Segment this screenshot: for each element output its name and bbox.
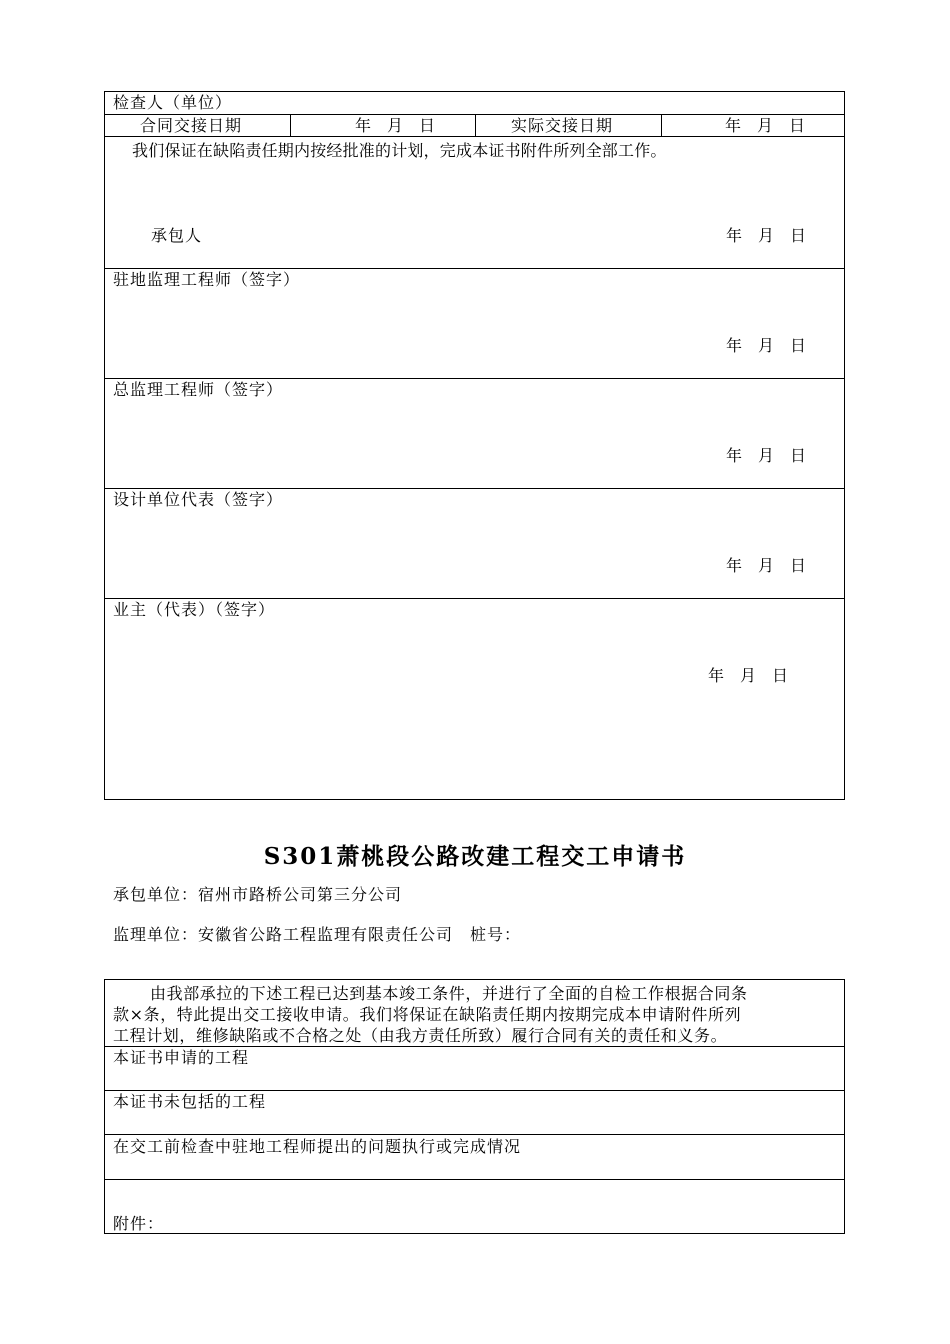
guarantee-text: 我们保证在缺陷责任期内按经批准的计划，完成本证书附件所列全部工作。	[132, 141, 667, 160]
row-divider	[105, 1134, 844, 1135]
applied-works-label: 本证书申请的工程	[113, 1048, 250, 1067]
row-divider	[105, 378, 844, 379]
col-divider	[661, 114, 662, 136]
contractor-date: 年 月 日	[726, 226, 807, 245]
row-divider	[105, 268, 844, 269]
contract-date-value: 年 月 日	[355, 116, 436, 135]
resident-engineer-date: 年 月 日	[726, 336, 807, 355]
contract-date-label: 合同交接日期	[140, 116, 243, 135]
actual-date-label: 实际交接日期	[511, 116, 614, 135]
intro-line-2: 款×条，特此提出交工接收申请。我们将保证在缺陷责任期内按期完成本申请附件所列	[113, 1005, 742, 1024]
row-divider	[105, 598, 844, 599]
resident-engineer-label: 驻地监理工程师（签字）	[113, 270, 301, 289]
contractor-unit-line: 承包单位：宿州市路桥公司第三分公司	[113, 885, 403, 904]
issues-label: 在交工前检查中驻地工程师提出的问题执行或完成情况	[113, 1137, 522, 1156]
col-divider	[290, 114, 291, 136]
intro-line-1: 由我部承拉的下述工程已达到基本竣工条件，并进行了全面的自检工作根据合同条	[150, 984, 748, 1003]
row-divider	[105, 488, 844, 489]
chief-engineer-label: 总监理工程师（签字）	[113, 380, 284, 399]
design-rep-date: 年 月 日	[726, 556, 807, 575]
contractor-label: 承包人	[151, 226, 203, 245]
chief-engineer-date: 年 月 日	[726, 446, 807, 465]
intro-line-3: 工程计划，维修缺陷或不合格之处（由我方责任所致）履行合同有关的责任和义务。	[113, 1026, 728, 1045]
excluded-works-label: 本证书未包括的工程	[113, 1092, 267, 1111]
owner-date: 年 月 日	[708, 666, 789, 685]
row-divider	[105, 136, 844, 137]
document-title: S301萧桃段公路改建工程交工申请书	[263, 843, 687, 870]
actual-date-value: 年 月 日	[725, 116, 806, 135]
inspector-label: 检查人（单位）	[113, 93, 233, 112]
row-divider	[105, 1179, 844, 1180]
row-divider	[105, 1090, 844, 1091]
col-divider	[475, 114, 476, 136]
supervision-unit-line: 监理单位：安徽省公路工程监理有限责任公司 桩号：	[113, 925, 522, 944]
attachment-label: 附件：	[113, 1214, 165, 1233]
owner-label: 业主（代表）（签字）	[113, 600, 276, 619]
design-rep-label: 设计单位代表（签字）	[113, 490, 284, 509]
